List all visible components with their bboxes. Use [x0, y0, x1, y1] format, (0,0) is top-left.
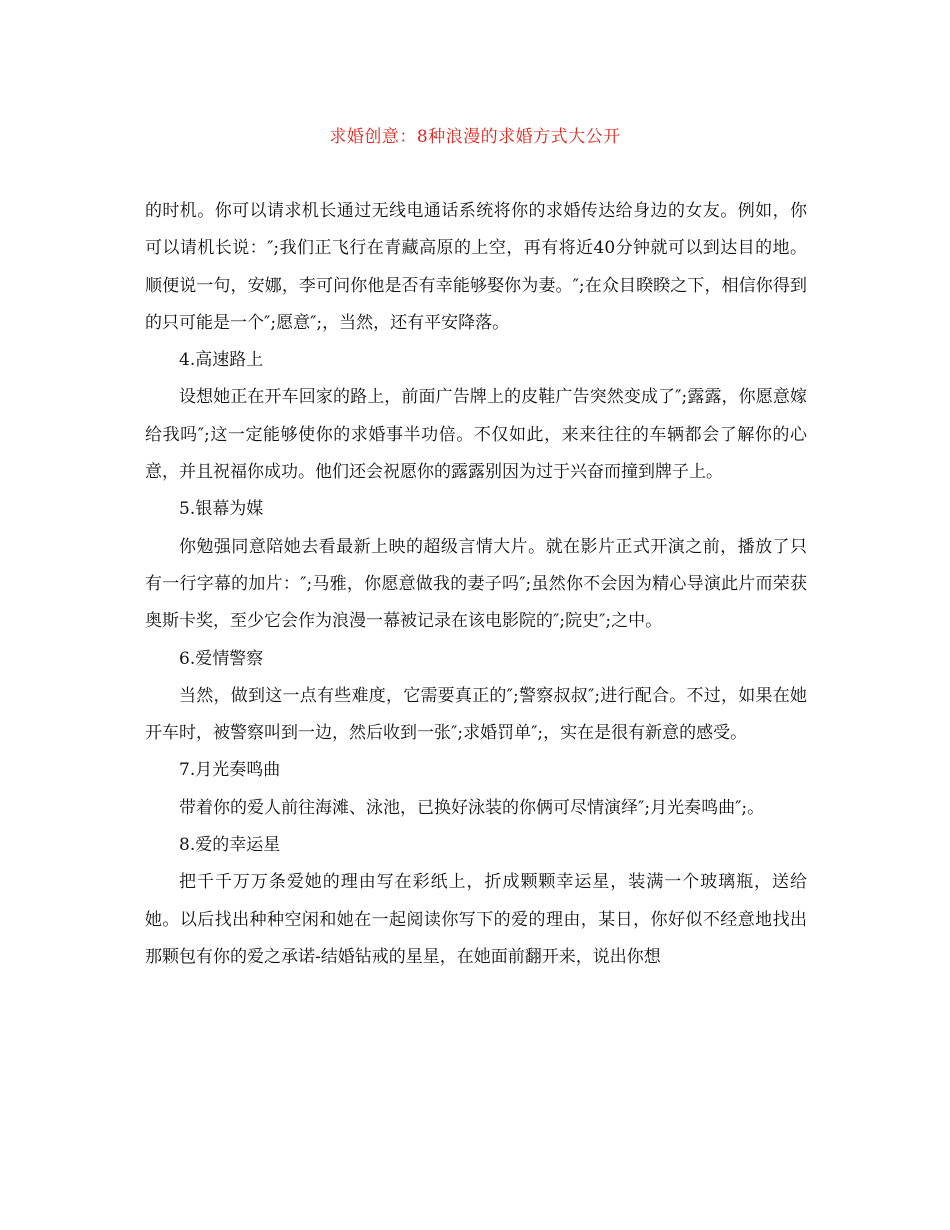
heading-lucky-star: 8.爱的幸运星: [179, 835, 281, 856]
heading-cinema: 5.银幕为媒: [179, 499, 264, 520]
document-body: [145, 193, 807, 976]
heading-moonlight-sonata: 7.月光奏鸣曲: [179, 760, 281, 781]
heading-love-police: 6.爱情警察: [179, 648, 264, 669]
paragraph-cinema: 你勉强同意陪她去看最新上映的超级言情大片。就在影片正式开演之前，播放了只有一行字幕的加片：″;马雅，你愿意做我的妻子吗″;虽然你不会因为精心导演此片而荣获奥斯卡奖，至少它会作为浪漫一幕被记录在该电影院的″;院史″;之中。: [145, 536, 807, 632]
paragraph-moonlight-sonata: 带着你的爱人前往海滩、泳池，已换好泳装的你俩可尽情演绎″;月光奏鸣曲″;。: [179, 797, 765, 818]
paragraph-highway: 设想她正在开车回家的路上，前面广告牌上的皮鞋广告突然变成了″;露露，你愿意嫁给我吗″;这一定能够使你的求婚事半功倍。不仅如此，来来往往的车辆都会了解你的心意，并且祝福你成功。他们还会祝愿你的露露别因为过于兴奋而撞到牌子上。: [145, 387, 807, 483]
paragraph-love-police: 当然，做到这一点有些难度，它需要真正的″;警察叔叔″;进行配合。不过，如果在她开车时，被警察叫到一边，然后收到一张″;求婚罚单″;，实在是很有新意的感受。: [145, 685, 807, 744]
paragraph-lucky-star: 把千千万万条爱她的理由写在彩纸上，折成颗颗幸运星，装满一个玻璃瓶，送给她。以后找出种种空闲和她在一起阅读你写下的爱的理由，某日，你好似不经意地找出那颗包有你的爱之承诺-结婚钻戒的星星，在她面前翻开来，说出你想: [145, 872, 807, 967]
heading-highway: 4.高速路上: [179, 350, 264, 371]
document-title: 求婚创意：8种浪漫的求婚方式大公开: [329, 127, 621, 147]
paragraph-flight-proposal: 的时机。你可以请求机长通过无线电通话系统将你的求婚传达给身边的女友。例如，你可以请机长说：″;我们正飞行在青藏高原的上空，再有将近40分钟就可以到达目的地。顺便说一句，安娜，李可问你他是否有幸能够娶你为妻。″;在众目睽睽之下，相信你得到的只可能是一个″;愿意″;，当然，还有平安降落。: [145, 201, 807, 333]
